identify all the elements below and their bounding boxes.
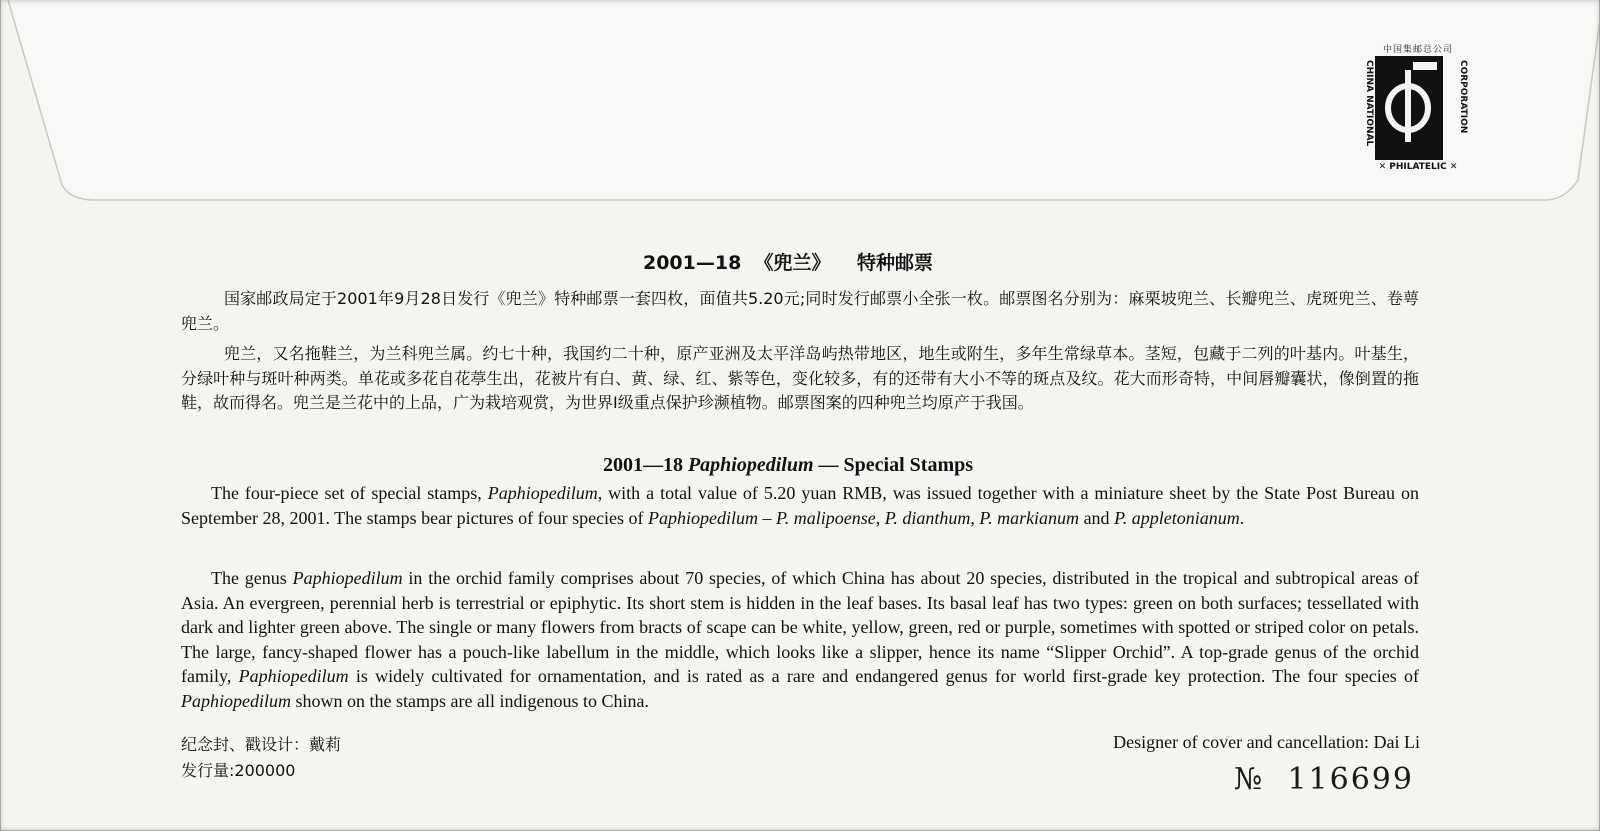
text-run-italic: P. dianthum [884, 507, 971, 528]
text-run: , [970, 507, 980, 528]
logo-caption: 中国集邮总公司 [1382, 45, 1453, 55]
text-run: shown on the stamps are all indigenous to China. [291, 690, 649, 711]
text-run-italic: Paphiopedilum [292, 568, 403, 588]
text-run-italic: P. markianum [979, 507, 1080, 528]
text-run-italic: Paphiopedilum [238, 666, 349, 686]
logo-mark-icon [1375, 56, 1443, 160]
chinese-paragraph-description: 兜兰，又名拖鞋兰，为兰科兜兰属。约七十种，我国约二十种，原产亚洲及太平洋岛屿热带地区，地生或附生，多年生常绿草本。茎短，包藏于二列的叶基内。叶基生，分绿叶种与斑叶种两类。单花或多花自花葶生出，花被片有白、黄、绿、红、紫等色，变化较多，有的还带有大小不等的斑点及纹。花大而形奇特，中间唇瓣囊状，像倒置的拖鞋，故而得名。兜兰是兰花中的上品，广为栽培观赏，为世界I级重点保护珍濒植物。邮票图案的四种兜兰均原产于我国。 [181, 344, 1419, 412]
english-title-number: 2001—18 [602, 454, 688, 476]
chinese-title: 2001—18 《兜兰》 特种邮票 [642, 252, 933, 274]
text-run: in the orchid family comprises about 70 species, of which China has about 20 species, distributed in the tropical and subtropical areas of Asia. An evergreen, perennial herb is terrestrial or epiphytic. Its short stem is hidden in the leaf bases. Its basal leaf has two types: green on both surfaces; tessellated with dark and lighter green above. The single or many flowers from bracts of scape can be white, yellow, green, red or purple, sometimes with spotted or striped color on petals. The large, fancy-shaped flower has a pouch-like labellum in the middle, which looks like a slipper, hence its name “Slipper Orchid”. A top-grade genus of the orchid family, [181, 568, 1420, 686]
china-philatelic-logo [1366, 42, 1470, 174]
text-run: The four-piece set of special stamps, [211, 483, 488, 503]
logo-left-text: CHINA NATIONAL [1364, 60, 1374, 147]
english-designer-credit: Designer of cover and cancellation: Dai Li [1113, 732, 1420, 752]
text-run-italic: Paphiopedilum [487, 483, 598, 503]
chinese-issue-quantity: 发行量:200000 [181, 761, 296, 780]
serial-number: № 116699 [1234, 762, 1414, 797]
english-title-genus: Paphiopedilum [687, 454, 814, 476]
text-run: , with a total value of 5.20 yuan RMB, was issued together with a miniature sheet by the State Post Bureau on September 28, 2001. The stamps bear pictures of four species of [181, 483, 1419, 528]
chinese-paragraph-issue: 国家邮政局定于2001年9月28日发行《兜兰》特种邮票一套四枚，面值共5.20元;同时发行邮票小全张一枚。邮票图名分别为：麻栗坡兜兰、长瓣兜兰、虎斑兜兰、卷萼兜兰。 [181, 289, 1419, 333]
english-paragraph-description [181, 566, 1419, 713]
english-title [400, 454, 1176, 477]
text-run-italic: Paphiopedilum [181, 690, 291, 711]
english-paragraph-issue [181, 481, 1419, 530]
chinese-designer-credit: 纪念封、戳设计：戴莉 [181, 735, 342, 754]
text-run: , [875, 507, 885, 528]
text-run: . [1239, 507, 1245, 528]
english-title-suffix: — Special Stamps [813, 454, 974, 476]
text-run-italic: Paphiopedilum – P. malipoense [648, 507, 876, 528]
text-run: The genus [211, 568, 293, 588]
logo-right-text: CORPORATION [1458, 60, 1468, 134]
text-run: and [1079, 507, 1115, 528]
logo-bottom-text: ✕ PHILATELIC ✕ [1378, 162, 1458, 172]
text-run: is widely cultivated for ornamentation, and is rated as a rare and endangered genus for world first-grade key protection. The four species of [348, 666, 1419, 686]
logo-box [1375, 56, 1443, 160]
text-run-italic: P. appletonianum [1114, 507, 1240, 528]
